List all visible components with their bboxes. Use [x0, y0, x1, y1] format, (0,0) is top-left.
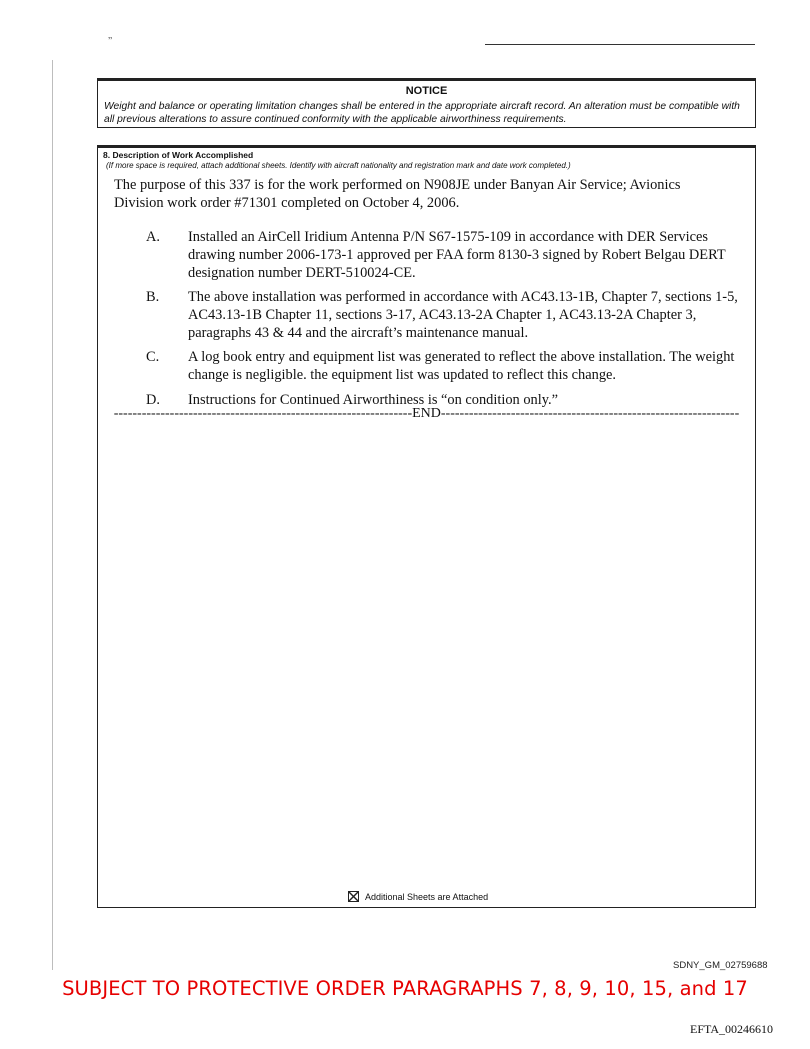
notice-text: Weight and balance or operating limitation changes shall be entered in the appropriate aircraft record. An alteration must be compatible with all previous alterations to assure continued conformity with the applicable airworthiness requirements. — [104, 101, 740, 125]
attachment-label: Additional Sheets are Attached — [365, 891, 489, 902]
item-letter: B. — [146, 289, 160, 305]
section-title: 8. Description of Work Accomplished — [103, 150, 254, 160]
item-text: Installed an AirCell Iridium Antenna P/N S67-1575-109 in accordance with DER Services drawing number 2006-173-1 approved per FAA form 8130-3 signed by Robert Belgau DERT designation number DERT-510024-CE. — [188, 229, 726, 281]
scan-speck: ’’ — [108, 36, 113, 47]
checked-box-icon — [348, 891, 359, 902]
top-rule — [485, 44, 755, 45]
notice-box — [97, 78, 756, 128]
description-of-work-box — [97, 145, 756, 908]
item-text: Instructions for Continued Airworthiness is “on condition only.” — [188, 392, 558, 408]
item-text: The above installation was performed in accordance with AC43.13-1B, Chapter 7, sections 1-5, AC43.13-1B Chapter 11, sections 3-17, AC43.13-2A Chapter 1, AC43.13-2A Chapter 3, paragraphs 43 & 44 and the aircraft’s maintenance manual. — [188, 289, 738, 341]
end-marker: ----------------------------------------------------------------END---------------------------------------------------------------- — [113, 406, 740, 421]
section-instructions: (If more space is required, attach additional sheets. Identify with aircraft nationality and registration mark and date work completed.) — [106, 161, 571, 170]
item-letter: A. — [146, 229, 160, 245]
efta-number: EFTA_00246610 — [690, 1022, 774, 1036]
protective-order-notice: SUBJECT TO PROTECTIVE ORDER PARAGRAPHS 7, 8, 9, 10, 15, and 17 — [62, 977, 748, 1000]
bates-number: SDNY_GM_02759688 — [673, 960, 768, 971]
purpose-paragraph: The purpose of this 337 is for the work performed on N908JE under Banyan Air Service; Avionics Division work order #71301 completed on October 4, 2006. — [114, 177, 681, 211]
item-text: A log book entry and equipment list was generated to reflect the above installation. The weight change is negligible. the equipment list was updated to reflect this change. — [188, 349, 735, 383]
item-letter: C. — [146, 349, 160, 365]
additional-sheets-attached — [348, 891, 488, 902]
notice-title: NOTICE — [405, 85, 448, 97]
item-letter: D. — [146, 392, 160, 408]
left-margin-rule — [52, 60, 53, 970]
